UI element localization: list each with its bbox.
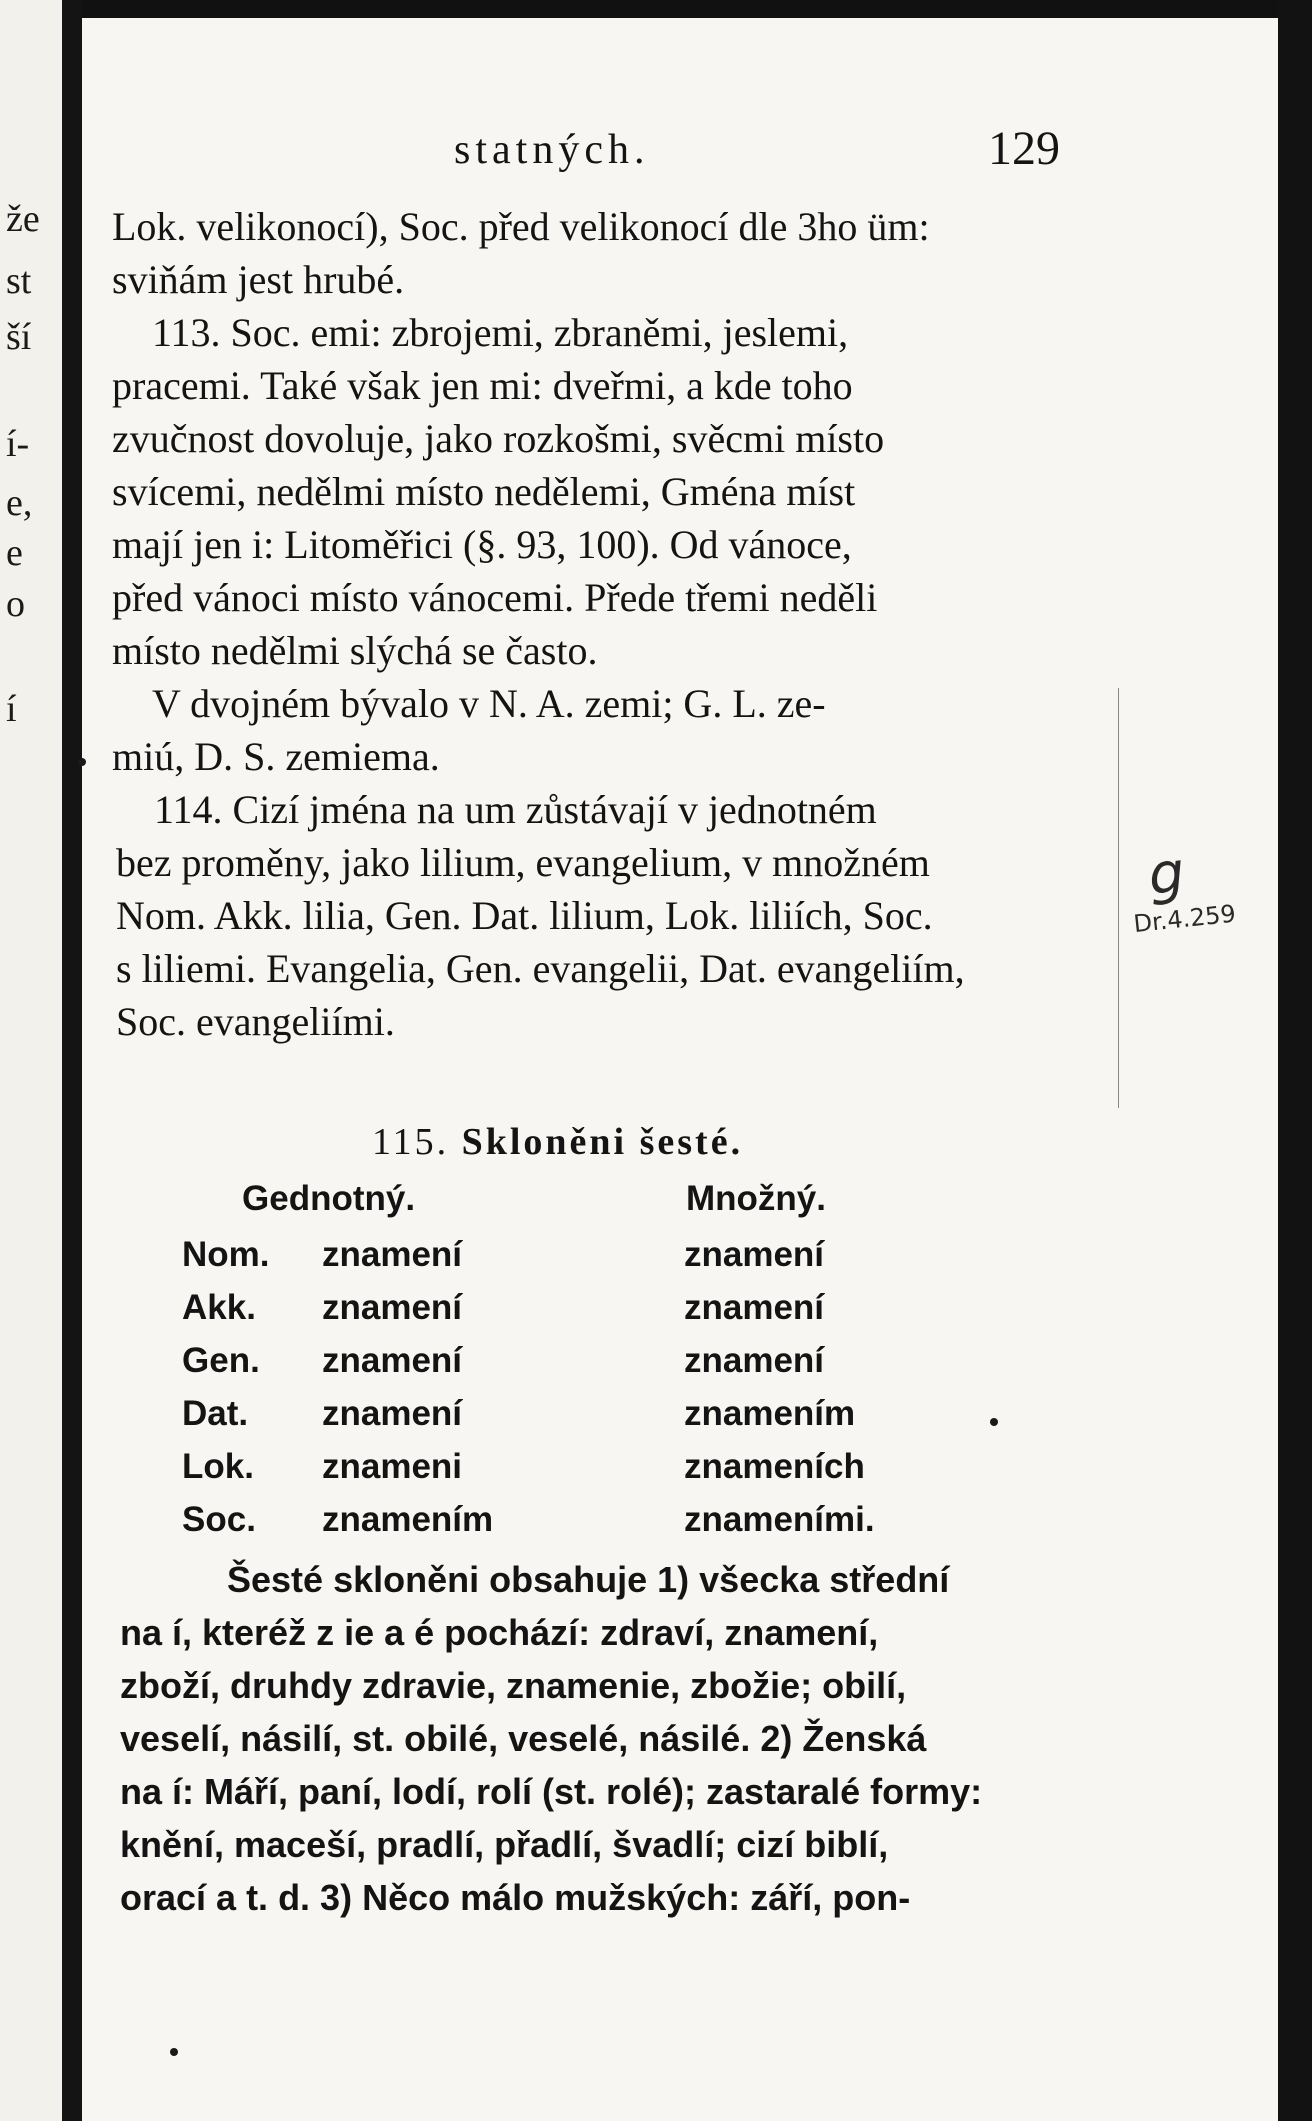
text-line: na í, kteréž z ie a é pochází: zdraví, znamení, <box>120 1612 879 1653</box>
table-row <box>182 1281 875 1334</box>
table-row <box>182 1387 875 1440</box>
prev-page-fragment: o <box>6 583 25 625</box>
margin-pencil-line <box>1118 688 1119 1108</box>
prev-page-fragment: í <box>6 688 17 730</box>
singular-form: znameni <box>322 1446 463 1486</box>
book-page <box>82 18 1278 2121</box>
case-name: Soc. <box>182 1499 256 1539</box>
prev-page-fragment: že <box>6 198 40 240</box>
text-line: knění, maceší, pradlí, přadlí, švadlí; cizí biblí, <box>120 1824 889 1865</box>
handwritten-margin-note <box>1125 835 1237 938</box>
case-name: Gen. <box>182 1340 260 1380</box>
section-heading <box>372 1120 743 1164</box>
text-line: pracemi. Také však jen mi: dveřmi, a kde toho <box>112 363 853 408</box>
table-row <box>182 1493 875 1546</box>
plural-form: znamení <box>684 1234 825 1274</box>
page-number: 129 <box>988 122 1060 175</box>
text-line: zboží, druhdy zdravie, znamenie, zbožie; obilí, <box>120 1665 907 1706</box>
column-header-plural: Množný. <box>686 1179 826 1218</box>
text-line: V dvojném bývalo v N. A. zemi; G. L. ze- <box>152 681 826 726</box>
prev-page-fragment: í- <box>6 423 30 465</box>
singular-form: znamením <box>322 1499 494 1539</box>
plural-form: znameními. <box>684 1499 875 1539</box>
prev-page-fragment: st <box>6 260 32 302</box>
text-line: Soc. evangeliími. <box>116 999 395 1044</box>
margin-note-mark: g <box>1145 839 1188 909</box>
singular-form: znamení <box>322 1287 463 1327</box>
table-row <box>182 1228 875 1281</box>
text-line: sviňám jest hrubé. <box>112 257 405 302</box>
text-line: orací a t. d. 3) Něco málo mužských: září, pon- <box>120 1877 911 1918</box>
text-line: před vánoci místo vánocemi. Přede třemi neděli <box>112 575 878 620</box>
text-line: 114. Cizí jména na um zůstávají v jednotném <box>154 787 877 832</box>
case-name: Lok. <box>182 1446 254 1486</box>
plural-form: znamení <box>684 1340 825 1380</box>
text-line: bez proměny, jako lilium, evangelium, v množném <box>116 840 930 885</box>
declension-table <box>182 1170 875 1546</box>
section-number: 115. <box>372 1121 450 1163</box>
plural-form: znamením <box>684 1393 856 1433</box>
case-name: Nom. <box>182 1234 270 1274</box>
singular-form: znamení <box>322 1234 463 1274</box>
text-line: Šesté skloněni obsahuje 1) všecka střední <box>227 1559 950 1600</box>
text-line: 113. Soc. emi: zbrojemi, zbraněmi, jeslemi, <box>152 310 849 355</box>
plural-form: znamení <box>684 1287 825 1327</box>
book-gutter <box>62 0 82 2121</box>
text-line: mají jen i: Litoměřici (§. 93, 100). Od vánoce, <box>112 522 852 567</box>
section-title: Skloněni šesté. <box>461 1121 744 1163</box>
text-line: zvučnost dovoluje, jako rozkošmi, svěcmi místo <box>112 416 885 461</box>
table-header-row <box>182 1170 875 1228</box>
case-name: Akk. <box>182 1287 256 1327</box>
plural-form: znameních <box>684 1446 865 1486</box>
running-head: statných. <box>454 127 650 173</box>
scan-border <box>1278 0 1312 2121</box>
text-line: na í: Máří, paní, lodí, rolí (st. rolé); zastaralé formy: <box>120 1771 983 1812</box>
column-header-singular: Gednotný. <box>242 1179 416 1218</box>
text-line: Lok. velikonocí), Soc. před velikonocí dle 3ho üm: <box>112 204 930 249</box>
page-header <box>82 18 1278 175</box>
previous-page-edge <box>0 0 62 2121</box>
text-line: Nom. Akk. lilia, Gen. Dat. lilium, Lok. liliích, Soc. <box>116 893 933 938</box>
ink-speck <box>990 1418 998 1426</box>
text-line: místo nedělmi slýchá se často. <box>112 628 598 673</box>
singular-form: znamení <box>322 1393 463 1433</box>
table-row <box>182 1440 875 1493</box>
text-line: s liliemi. Evangelia, Gen. evangelii, Dat. evangeliím, <box>116 946 965 991</box>
ink-speck <box>170 2048 178 2056</box>
case-name: Dat. <box>182 1393 249 1433</box>
text-line: miú, D. S. zemiema. <box>112 734 440 779</box>
table-row <box>182 1334 875 1387</box>
prev-page-fragment: e, <box>6 482 33 524</box>
text-line: svícemi, nedělmi místo nedělemi, Gména míst <box>112 469 856 514</box>
prev-page-fragment: e <box>6 532 23 574</box>
ink-speck <box>78 758 86 766</box>
singular-form: znamení <box>322 1340 463 1380</box>
margin-note-text: Dr.4.259 <box>1132 899 1238 939</box>
prev-page-fragment: ší <box>6 316 32 358</box>
text-line: veselí, násilí, st. obilé, veselé, násilé. 2) Ženská <box>120 1718 927 1759</box>
